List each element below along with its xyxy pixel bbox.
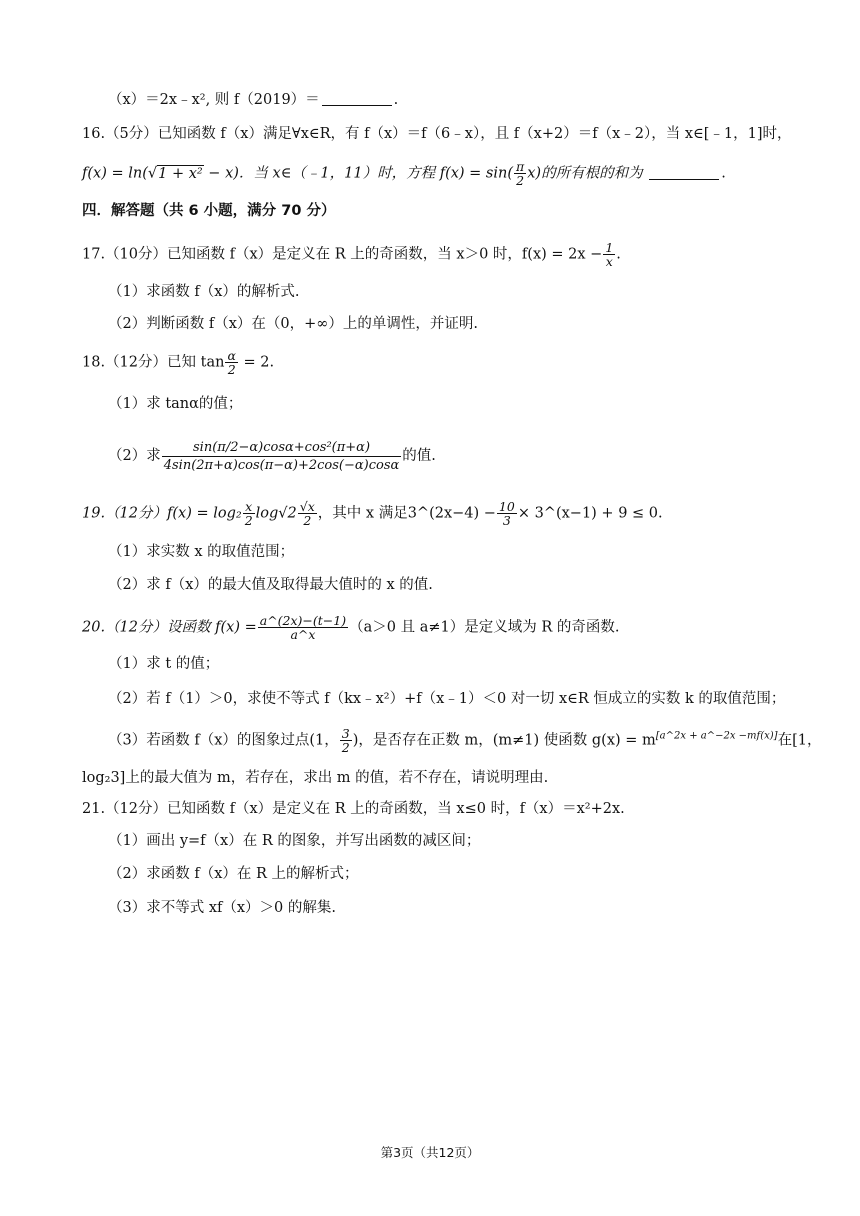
page-footer: 第3页（共12页） — [380, 1145, 480, 1160]
q16-frac-den: 2 — [516, 173, 525, 188]
q18-head-text: 18.（12分）已知 tan — [82, 354, 225, 371]
prev-question-text: （x）＝2x﹣x², 则 f（2019）＝ — [108, 92, 320, 108]
q16-frac — [514, 160, 526, 187]
question-18-head — [0, 349, 860, 376]
q20-frac — [258, 614, 348, 641]
q19-item-2: （2）求 f（x）的最大值及取得最大值时的 x 的值. — [108, 577, 433, 593]
q19-head: 19.（12分）f(x) = log₂ — [82, 505, 242, 522]
q18-head-post: = 2. — [238, 354, 275, 371]
q16-sqrt: 1 + x² — [158, 165, 203, 182]
q19-f3-num: 10 — [498, 499, 515, 514]
q20-item3-exp: [a^2x + a^−2x −mf(x)] — [655, 730, 778, 742]
q18-frac-num: α — [227, 348, 236, 363]
q17-item-1: （1）求函数 f（x）的解析式. — [108, 284, 300, 300]
q19-item-1: （1）求实数 x 的取值范围； — [108, 544, 295, 560]
q20-item-3-cont: log₂3]上的最大值为 m，若存在，求出 m 的值，若不存在，请说明理由. — [82, 770, 549, 786]
q20-item3-post: 在[1， — [777, 732, 822, 749]
q18-big-den: 4sin(2π+α)cos(π−α)+2cos(−α)cosα — [163, 457, 400, 473]
q18-big-frac — [162, 439, 402, 474]
q20-point-frac — [340, 727, 352, 754]
q20-item-2: （2）若 f（1）＞0，求使不等式 f（kx﹣x²）+f（x﹣1）＜0 对一切 x∈R 恒成立的实数 k 的取值范围； — [108, 691, 786, 707]
q19-f2-den: 2 — [303, 513, 312, 528]
q20-f-den: a^x — [290, 627, 316, 642]
question-19-head — [0, 500, 860, 527]
prev-question-tail: （x）＝2x﹣x², 则 f（2019）＝ . — [108, 92, 399, 108]
q16-post: x)的所有根的和为 — [527, 165, 643, 182]
q20-item3-pre: （3）若函数 f（x）的图象过点(1， — [108, 732, 339, 749]
q17-item-2: （2）判断函数 f（x）在（0，+∞）上的单调性，并证明. — [108, 316, 478, 332]
q16-frac-num: π — [516, 159, 525, 174]
q19-f1-den: 2 — [244, 513, 253, 528]
q19-f1-num: x — [243, 500, 255, 514]
q20-f-num: a^(2x)−(t−1) — [259, 613, 347, 628]
q20-item3-mid: )，是否存在正数 m，(m≠1) 使函数 g(x) = m — [352, 732, 656, 749]
question-16-formula: f(x) = ln(√1 + x² − x)．当 x∈（﹣1，11）时，方程 f(x) = sin( $\frac{\pi}{2}$ x)的所有根的和为 . — [82, 159, 726, 188]
q19-f2-num: √x — [299, 499, 315, 514]
q21-item-3: （3）求不等式 xf（x）＞0 的解集. — [108, 900, 336, 916]
q18-big-num: sin(π/2−α)cosα+cos²(π+α) — [162, 439, 402, 457]
question-16-head — [0, 123, 860, 145]
q19-f3-den: 3 — [502, 513, 511, 528]
q20-p-den: 2 — [341, 740, 350, 755]
section-title: 四．解答题（共 6 小题，满分 70 分） — [82, 203, 336, 219]
q19-cond: ，其中 x 满足3^(2x−4) − — [317, 505, 496, 522]
q20-p-num: 3 — [341, 726, 350, 741]
q20-item-3 — [0, 727, 860, 754]
q17-frac-num: 1 — [605, 240, 614, 255]
q21-item-2: （2）求函数 f（x）在 R 上的解析式； — [108, 866, 359, 882]
q19-frac-1 — [243, 500, 255, 527]
q17-frac — [603, 241, 615, 268]
question-20-head — [0, 614, 860, 641]
question-21-head: 21.（12分）已知函数 f（x）是定义在 R 上的奇函数，当 x≤0 时，f（x）＝x²+2x. — [82, 801, 625, 817]
q17-frac-den: x — [605, 254, 613, 269]
q20-item-1: （1）求 t 的值； — [108, 656, 220, 672]
q19-cond-post: × 3^(x−1) + 9 ≤ 0. — [517, 505, 663, 522]
q21-item-1: （1）画出 y=f（x）在 R 的图象，并写出函数的减区间； — [108, 833, 481, 849]
q19-mid: log√2 — [255, 505, 297, 522]
q20-head: 20.（12分）设函数 f(x) = — [82, 619, 257, 636]
q20-head-post: （a＞0 且 a≠1）是定义域为 R 的奇函数. — [349, 619, 620, 636]
answer-blank — [322, 91, 392, 106]
q16-mid: − x)．当 x∈（﹣1，11）时，方程 f(x) = sin( — [203, 165, 514, 182]
q16-head-text: 16.（5分）已知函数 f（x）满足∀x∈R，有 f（x）＝f（6﹣x），且 f（x+2）＝f（x﹣2），当 x∈[﹣1，1]时， — [82, 126, 792, 142]
answer-blank — [649, 165, 719, 180]
q16-f-def: f(x) = ln( — [82, 165, 148, 182]
question-17-head: 17.（10分）已知函数 f（x）是定义在 R 上的奇函数，当 x＞0 时，f(x) = 2x − $\frac{1}{x}$ . — [82, 240, 621, 269]
q18-frac-den: 2 — [227, 362, 236, 377]
q19-frac-2 — [298, 500, 317, 527]
q18-item-1: （1）求 tanα的值； — [108, 396, 243, 412]
q19-frac-3 — [497, 500, 517, 527]
q18-item2-post: 的值. — [402, 448, 436, 464]
q18-item2-pre: （2）求 — [108, 448, 161, 464]
q18-frac — [225, 349, 237, 376]
q18-item-2 — [0, 436, 860, 476]
q17-head-text: 17.（10分）已知函数 f（x）是定义在 R 上的奇函数，当 x＞0 时，f(x) = 2x − — [82, 246, 603, 263]
